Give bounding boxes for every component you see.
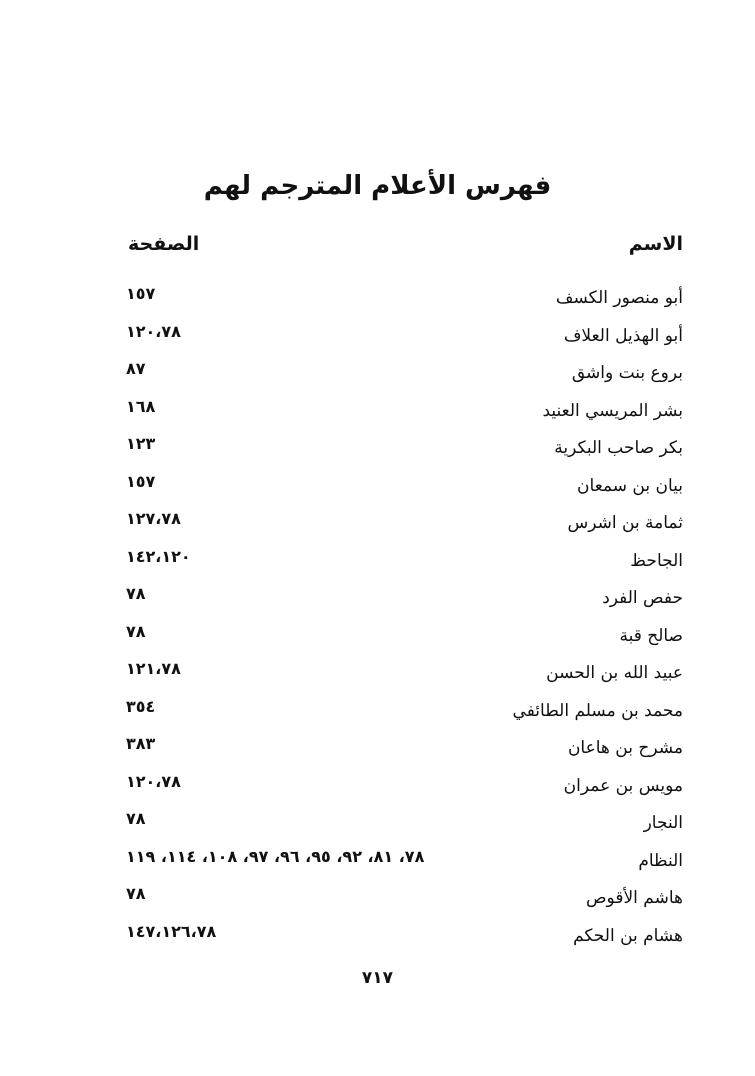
index-row xyxy=(0,841,755,879)
index-row xyxy=(0,616,755,654)
index-row xyxy=(0,391,755,429)
entry-pages: ١٢٠،٧٨ xyxy=(126,321,181,341)
entry-pages: ١٢٠،٧٨ xyxy=(126,771,181,791)
entry-pages: ١٥٧ xyxy=(126,284,156,303)
entry-pages: ١٢٣ xyxy=(126,434,156,453)
entry-pages: ٧٨ xyxy=(126,884,146,903)
entry-pages: ٧٨ xyxy=(126,584,146,603)
entry-name: محمد بن مسلم الطائفي xyxy=(512,700,683,721)
entry-name: صالح قبة xyxy=(619,625,683,646)
index-row xyxy=(0,728,755,766)
index-row xyxy=(0,316,755,354)
entry-name: أبو الهذيل العلاف xyxy=(563,325,683,346)
entry-pages: ٧٨ xyxy=(126,621,146,641)
entry-name: بيان بن سمعان xyxy=(577,475,683,496)
entry-name: الجاحظ xyxy=(630,550,683,571)
entry-pages: ٣٥٤ xyxy=(126,696,156,716)
entry-name: أبو منصور الكسف xyxy=(555,288,683,308)
entry-pages: ١٤٧،١٢٦،٧٨ xyxy=(126,921,217,941)
entry-name: ثمامة بن اشرس xyxy=(567,513,683,533)
entry-pages: ٣٨٣ xyxy=(126,734,156,753)
index-row xyxy=(0,766,755,804)
entry-pages: ١٢٧،٧٨ xyxy=(126,509,181,528)
index-row xyxy=(0,578,755,616)
entry-name: النظام xyxy=(638,850,683,871)
entry-name: هاشم الأقوص xyxy=(586,888,683,908)
entry-name: بكر صاحب البكرية xyxy=(554,438,683,458)
index-row xyxy=(0,503,755,541)
entry-name: النجار xyxy=(643,813,683,833)
index-row xyxy=(0,803,755,841)
index-row xyxy=(0,428,755,466)
entry-pages: ١٢١،٧٨ xyxy=(126,659,181,678)
entry-pages: ٨٧ xyxy=(126,359,146,378)
entry-name: مويس بن عمران xyxy=(563,775,683,796)
page-column-header: الصفحة xyxy=(128,233,200,255)
index-row xyxy=(0,653,755,691)
entry-name: بشر المريسي العنيد xyxy=(542,400,683,421)
index-row xyxy=(0,691,755,729)
index-row xyxy=(0,353,755,391)
index-row xyxy=(0,878,755,916)
entry-name: مشرح بن هاعان xyxy=(567,738,683,758)
entry-pages: ١٤٢،١٢٠ xyxy=(126,546,191,566)
name-column-header: الاسم xyxy=(628,233,683,255)
entry-name: عبيد الله بن الحسن xyxy=(546,663,683,683)
entry-pages: ١٦٨ xyxy=(126,396,156,416)
index-list xyxy=(0,278,755,953)
entry-pages: ٧٨ xyxy=(126,809,146,828)
index-row xyxy=(0,541,755,579)
index-row xyxy=(0,466,755,504)
entry-name: حفص الفرد xyxy=(602,588,683,608)
page-number: ٧١٧ xyxy=(361,968,394,988)
entry-pages: ١٥٧ xyxy=(126,471,156,491)
index-row xyxy=(0,916,755,954)
page-title: فهرس الأعلام المترجم لهم xyxy=(203,171,552,201)
entry-pages: ٧٨، ٨١، ٩٢، ٩٥، ٩٦، ٩٧، ١٠٨، ١١٤، ١١٩ xyxy=(126,846,425,866)
index-row xyxy=(0,278,755,316)
entry-name: بروع بنت واشق xyxy=(571,363,683,383)
entry-name: هشام بن الحكم xyxy=(573,925,683,946)
